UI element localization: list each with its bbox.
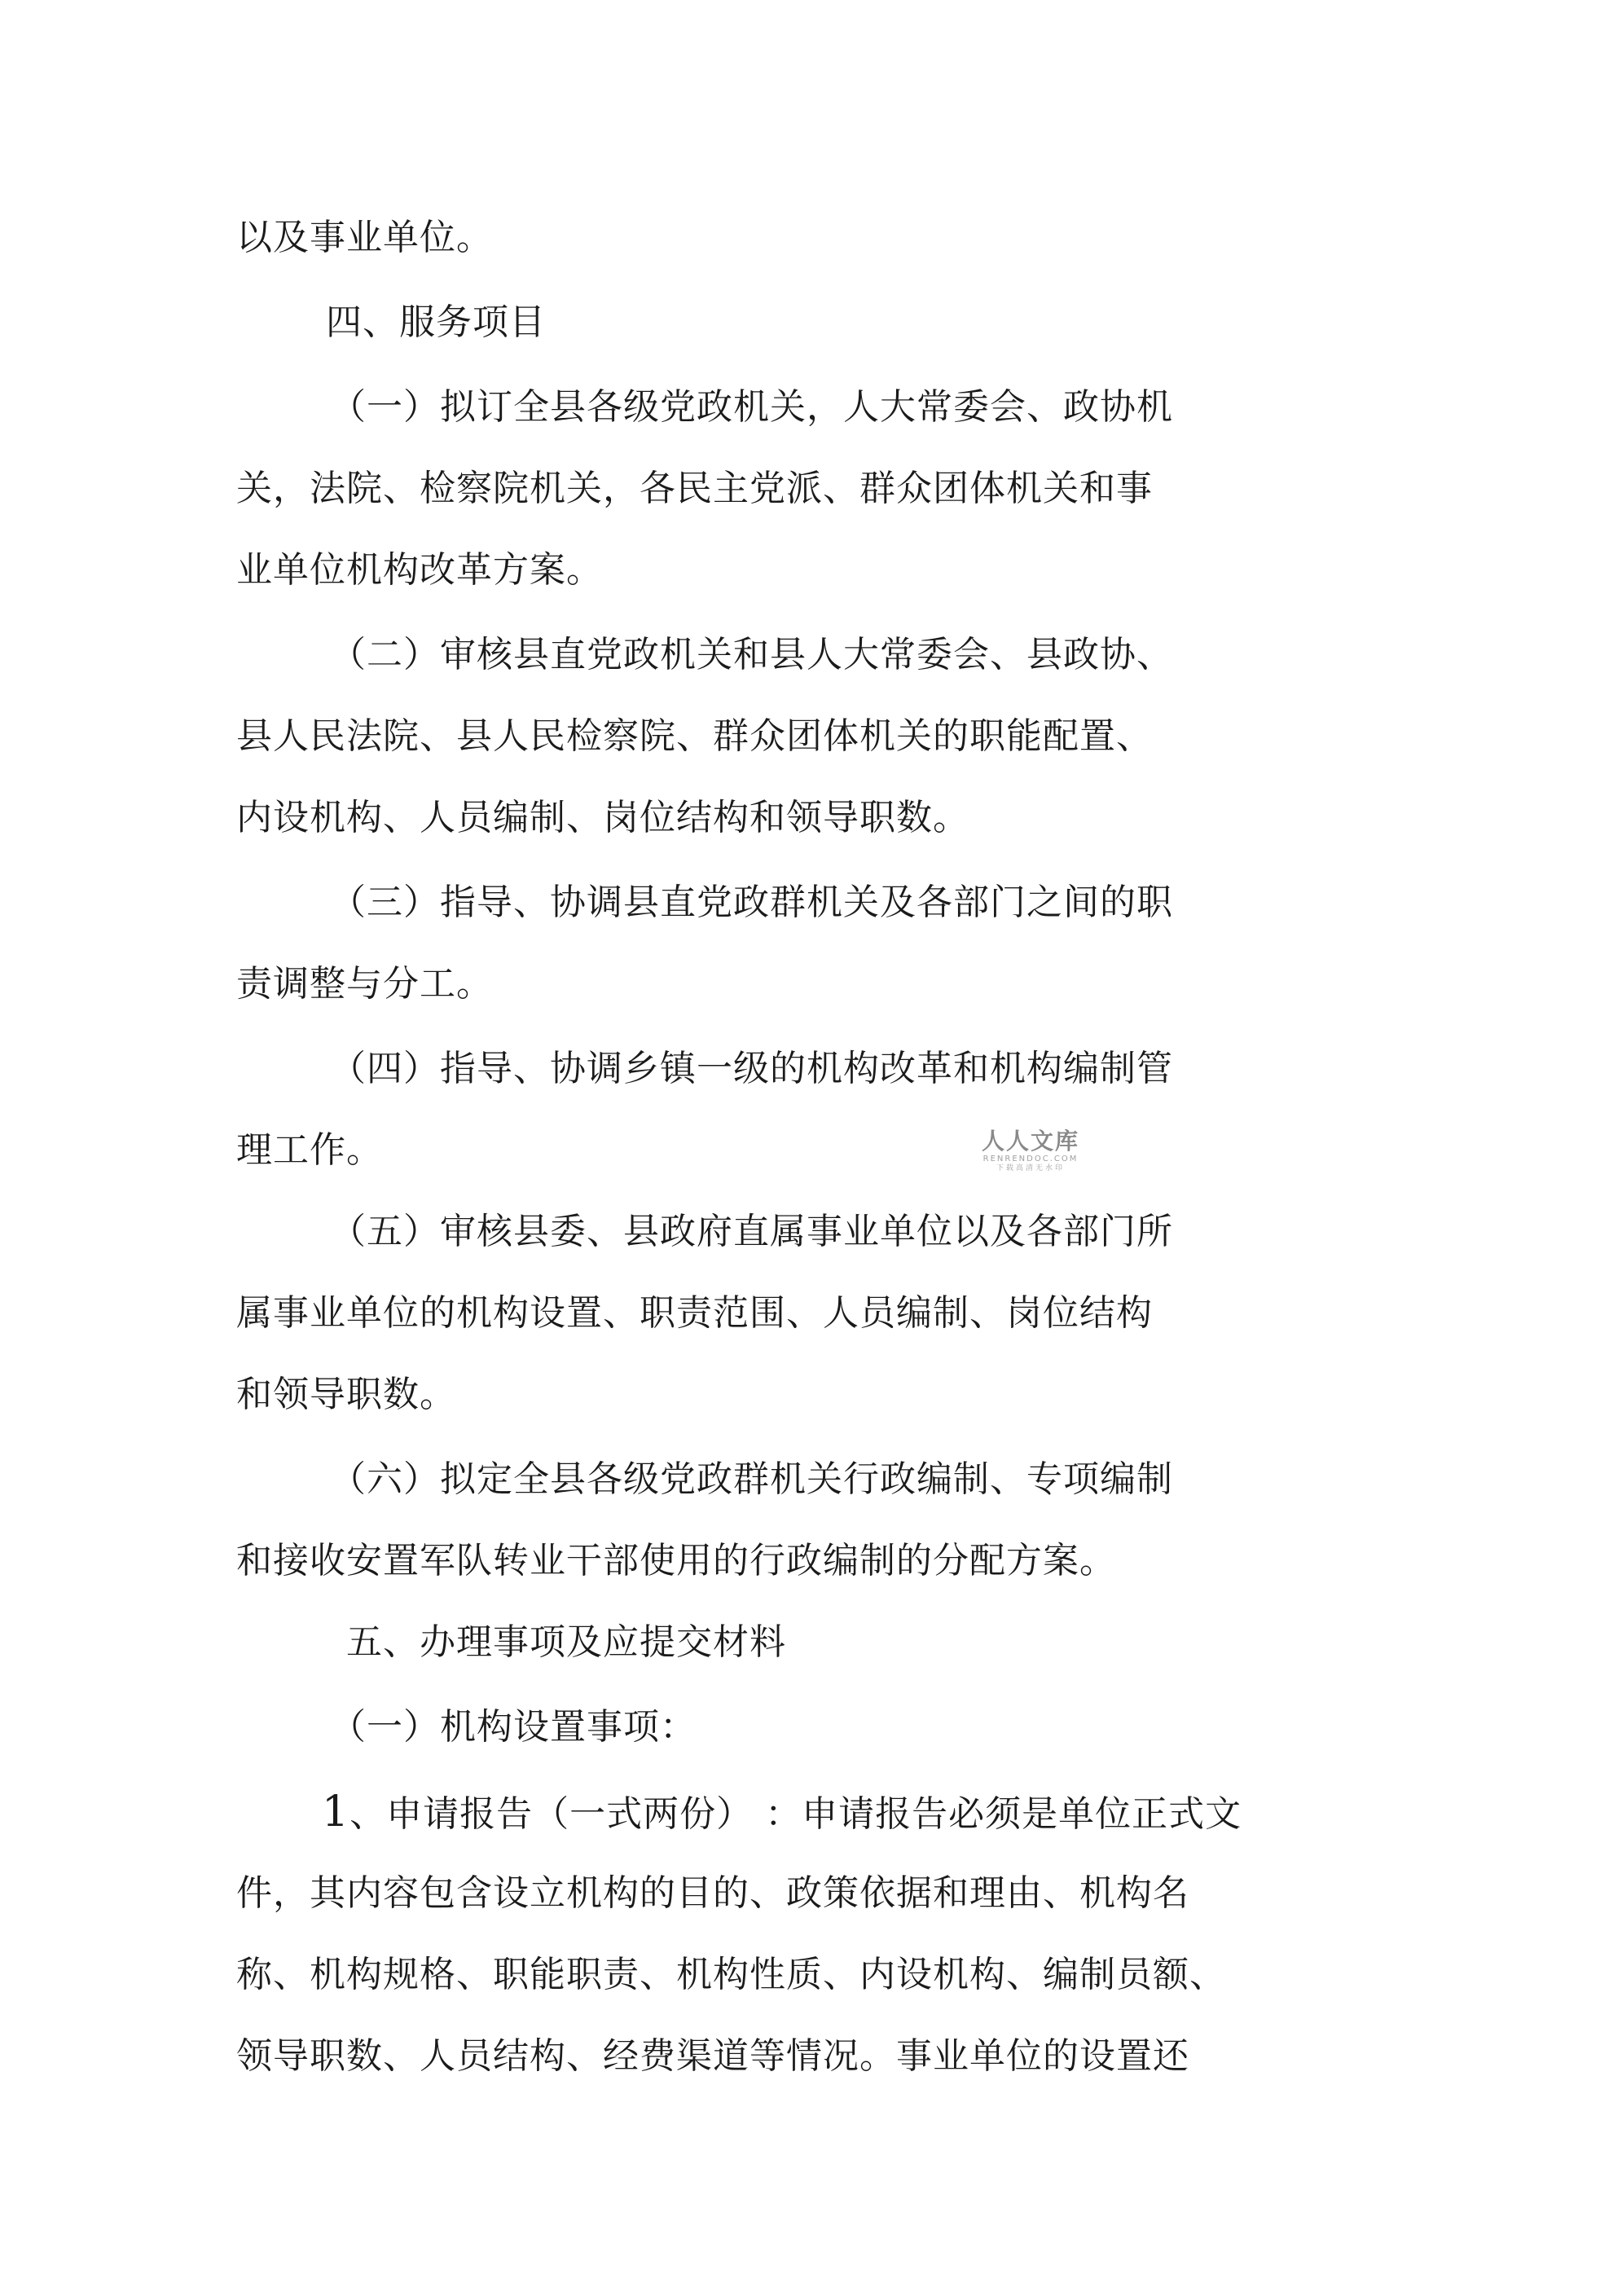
text-line: 业单位机构改革方案。 (236, 549, 603, 591)
text-line: （四）指导、协调乡镇一级的机构改革和机构编制管 (330, 1048, 1173, 1089)
text-line: 责调整与分工。 (236, 963, 493, 1005)
text-line: （二）审核县直党政机关和县人大常委会、县政协、 (330, 634, 1173, 675)
text-line: （一）拟订全县各级党政机关，人大常委会、政协机 (330, 386, 1173, 428)
watermark-title: 人人文库 (981, 1128, 1079, 1155)
text-line: 和领导职数。 (236, 1374, 456, 1415)
subsection-heading: （一）机构设置事项： (330, 1706, 697, 1748)
text-line: 县人民法院、县人民检察院、群众团体机关的职能配置、 (236, 715, 1153, 757)
section-heading: 四、服务项目 (326, 301, 546, 343)
text-line: （五）审核县委、县政府直属事业单位以及各部门所 (330, 1211, 1173, 1252)
item-number: 1 (322, 1788, 350, 1836)
watermark-domain: RENRENDOC.COM (982, 1155, 1079, 1163)
section-heading: 五、办理事项及应提交材料 (346, 1621, 786, 1663)
text-line: 领导职数、人员结构、经费渠道等情况。事业单位的设置还 (236, 2035, 1189, 2077)
text-line: 以及事业单位。 (236, 217, 493, 258)
text-line: （六）拟定全县各级党政群机关行政编制、专项编制 (330, 1458, 1173, 1500)
text-line: 理工作。 (236, 1129, 383, 1171)
watermark-logo (969, 1128, 1092, 1173)
text-line: 件，其内容包含设立机构的目的、政策依据和理由、机构名 (236, 1872, 1189, 1914)
text-line: 内设机构、人员编制、岗位结构和领导职数。 (236, 797, 969, 838)
text-line: 称、机构规格、职能职责、机构性质、内设机构、编制员额、 (236, 1954, 1226, 1995)
watermark-slogan: 下载高清无水印 (996, 1164, 1065, 1172)
text-line: 属事业单位的机构设置、职责范围、人员编制、岗位结构 (236, 1292, 1153, 1334)
text-line: （三）指导、协调县直党政群机关及各部门之间的职 (330, 882, 1173, 923)
numbered-item (322, 1788, 1242, 1839)
text-line: 关，法院、检察院机关，各民主党派、群众团体机关和事 (236, 468, 1153, 509)
text-line: 和接收安置军队转业干部使用的行政编制的分配方案。 (236, 1540, 1116, 1581)
item-text: 、申请报告（一式两份） ：申请报告必须是单位正式文 (349, 1793, 1242, 1835)
